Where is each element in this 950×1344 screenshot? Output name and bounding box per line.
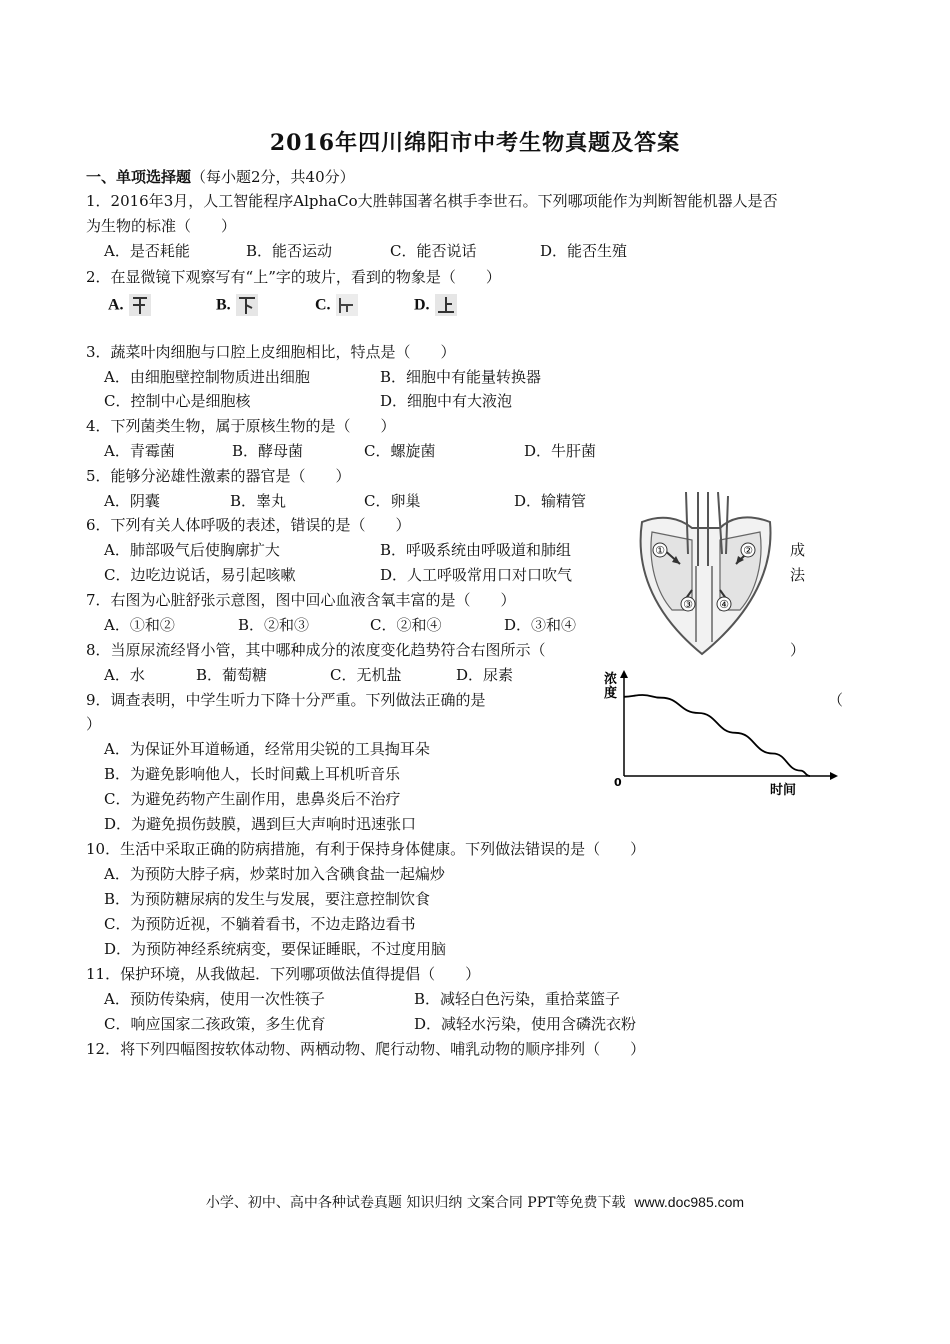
question-9: 9．调查表明，中学生听力下降十分严重。下列做法正确的是 xyxy=(86,691,486,709)
page-footer xyxy=(0,1192,950,1212)
graph-xlabel: 时间 xyxy=(770,783,797,798)
section-note: （每小题2分，共40分） xyxy=(191,168,355,186)
q2-option-c xyxy=(315,294,358,316)
q4-option-d: D．牛肝菌 xyxy=(524,442,597,460)
graph-x-arrow xyxy=(830,772,838,780)
q10-option-a: A．为预防大脖子病，炒菜时加入含碘食盐一起煸炒 xyxy=(104,865,445,883)
q3-option-c: C．控制中心是细胞核 xyxy=(104,392,251,410)
question-6: 6．下列有关人体呼吸的表述，错误的是（ ） xyxy=(86,516,411,534)
q3-option-b: B．细胞中有能量转换器 xyxy=(380,368,542,386)
q11-option-d: D．减轻水污染，使用含磷洗衣粉 xyxy=(414,1015,637,1033)
q1-option-b: B．能否运动 xyxy=(246,242,333,260)
q11-option-c: C．响应国家二孩政策，多生优育 xyxy=(104,1015,326,1033)
footer-url[interactable]: www.doc985.com xyxy=(634,1194,745,1210)
q2-option-a xyxy=(108,294,151,316)
question-8-end: ） xyxy=(790,641,806,659)
q11-option-b: B．减轻白色污染，重拾菜篮子 xyxy=(414,990,621,1008)
section-label: 一、单项选择题 xyxy=(86,168,192,186)
q2-glyph-a-image xyxy=(129,294,151,316)
q11-option-a: A．预防传染病，使用一次性筷子 xyxy=(104,990,325,1008)
q4-option-a: A．青霉菌 xyxy=(104,442,175,460)
question-8: 8．当原尿流经肾小管，其中哪种成分的浓度变化趋势符合右图所示（ xyxy=(86,641,546,659)
question-3: 3．蔬菜叶肉细胞与口腔上皮细胞相比，特点是（ ） xyxy=(86,343,456,361)
q5-option-a: A．阴囊 xyxy=(104,492,160,510)
q6-option-d: D．人工呼吸常用口对口吹气 xyxy=(380,566,573,584)
q6-option-d-end: 法 xyxy=(790,566,806,584)
section-heading xyxy=(86,166,355,188)
heart-label-1: ① xyxy=(655,544,665,557)
q9-option-c: C．为避免药物产生副作用，患鼻炎后不治疗 xyxy=(104,790,401,808)
question-2: 2．在显微镜下观察写有“上”字的玻片，看到的物象是（ ） xyxy=(86,268,501,286)
q6-option-b: B．呼吸系统由呼吸道和肺组 xyxy=(380,541,572,559)
graph-ylabel-1: 浓 xyxy=(604,672,618,687)
q4-option-b: B．酵母菌 xyxy=(232,442,304,460)
q8-option-a: A．水 xyxy=(104,666,145,684)
q1-option-c: C．能否说话 xyxy=(390,242,477,260)
q9-option-a: A．为保证外耳道畅通，经常用尖锐的工具掏耳朵 xyxy=(104,740,430,758)
q4-option-c: C．螺旋菌 xyxy=(364,442,436,460)
q9-option-d: D．为避免损伤鼓膜，遇到巨大声响时迅速张口 xyxy=(104,815,417,833)
q10-option-b: B．为预防糖尿病的发生与发展，要注意控制饮食 xyxy=(104,890,431,908)
graph-ylabel-2: 度 xyxy=(604,686,618,701)
q10-option-c: C．为预防近视，不躺着看书，不边走路边看书 xyxy=(104,915,416,933)
heart-label-4: ④ xyxy=(719,598,729,611)
q10-option-d: D．为预防神经系统病变，要保证睡眠，不过度用脑 xyxy=(104,940,447,958)
q6-option-c: C．边吃边说话，易引起咳嗽 xyxy=(104,566,296,584)
graph-y-arrow xyxy=(620,670,628,678)
heart-label-3: ③ xyxy=(683,598,693,611)
heart-diagram xyxy=(632,492,782,658)
q2-option-d xyxy=(414,294,457,316)
graph-curve xyxy=(624,695,810,776)
q2-option-b xyxy=(216,294,258,316)
q2-glyph-c-image xyxy=(336,294,358,316)
question-7: 7．右图为心脏舒张示意图，图中回心血液含氧丰富的是（ ） xyxy=(86,591,516,609)
question-1-line-2: 为生物的标准（ ） xyxy=(86,217,237,235)
q5-option-b: B．睾丸 xyxy=(230,492,287,510)
q2-glyph-d-image xyxy=(435,294,457,316)
page-title: 2016年四川绵阳市中考生物真题及答案 xyxy=(269,130,681,156)
q3-option-d: D．细胞中有大液泡 xyxy=(380,392,513,410)
q8-option-b: B．葡萄糖 xyxy=(196,666,268,684)
question-11: 11．保护环境，从我做起．下列哪项做法值得提倡（ ） xyxy=(86,965,481,983)
q7-option-c: C．②和④ xyxy=(370,616,442,634)
graph-origin: 0 xyxy=(614,776,622,789)
question-10: 10．生活中采取正确的防病措施，有利于保持身体健康。下列做法错误的是（ ） xyxy=(86,840,646,858)
q6-option-a: A．肺部吸气后使胸廓扩大 xyxy=(104,541,280,559)
concentration-graph xyxy=(598,668,838,804)
question-12: 12．将下列四幅图按软体动物、两栖动物、爬行动物、哺乳动物的顺序排列（ ） xyxy=(86,1040,646,1058)
question-1-line-1: 1．2016年3月，人工智能程序AlphaCo大胜韩国著名棋手李世石。下列哪项能作为判断智能机器人是否 xyxy=(86,192,778,210)
q6-option-b-end: 成 xyxy=(790,541,806,559)
q1-option-d: D．能否生殖 xyxy=(540,242,628,260)
heart-label-2: ② xyxy=(743,544,753,557)
question-5: 5．能够分泌雄性激素的器官是（ ） xyxy=(86,467,351,485)
footer-text: 小学、初中、高中各种试卷真题 知识归纳 文案合同 PPT等免费下载 xyxy=(205,1195,626,1211)
question-9-end: （ xyxy=(828,691,844,709)
q2-option-b-label: B. xyxy=(216,296,231,314)
question-4: 4．下列菌类生物，属于原核生物的是（ ） xyxy=(86,417,396,435)
q1-option-a: A．是否耗能 xyxy=(104,242,190,260)
q2-option-d-label: D. xyxy=(414,296,430,314)
q8-option-d: D．尿素 xyxy=(456,666,514,684)
q7-option-a: A．①和② xyxy=(104,616,175,634)
q9-option-b: B．为避免影响他人，长时间戴上耳机听音乐 xyxy=(104,765,401,783)
q5-option-c: C．卵巢 xyxy=(364,492,421,510)
q7-option-d: D．③和④ xyxy=(504,616,577,634)
q8-option-c: C．无机盐 xyxy=(330,666,402,684)
q5-option-d: D．输精管 xyxy=(514,492,587,510)
q7-option-b: B．②和③ xyxy=(238,616,310,634)
q2-glyph-b-image xyxy=(236,294,258,316)
question-9-close: ） xyxy=(86,715,102,733)
q2-option-c-label: C. xyxy=(315,296,331,314)
q2-option-a-label: A. xyxy=(108,296,124,314)
q3-option-a: A．由细胞壁控制物质进出细胞 xyxy=(104,368,310,386)
